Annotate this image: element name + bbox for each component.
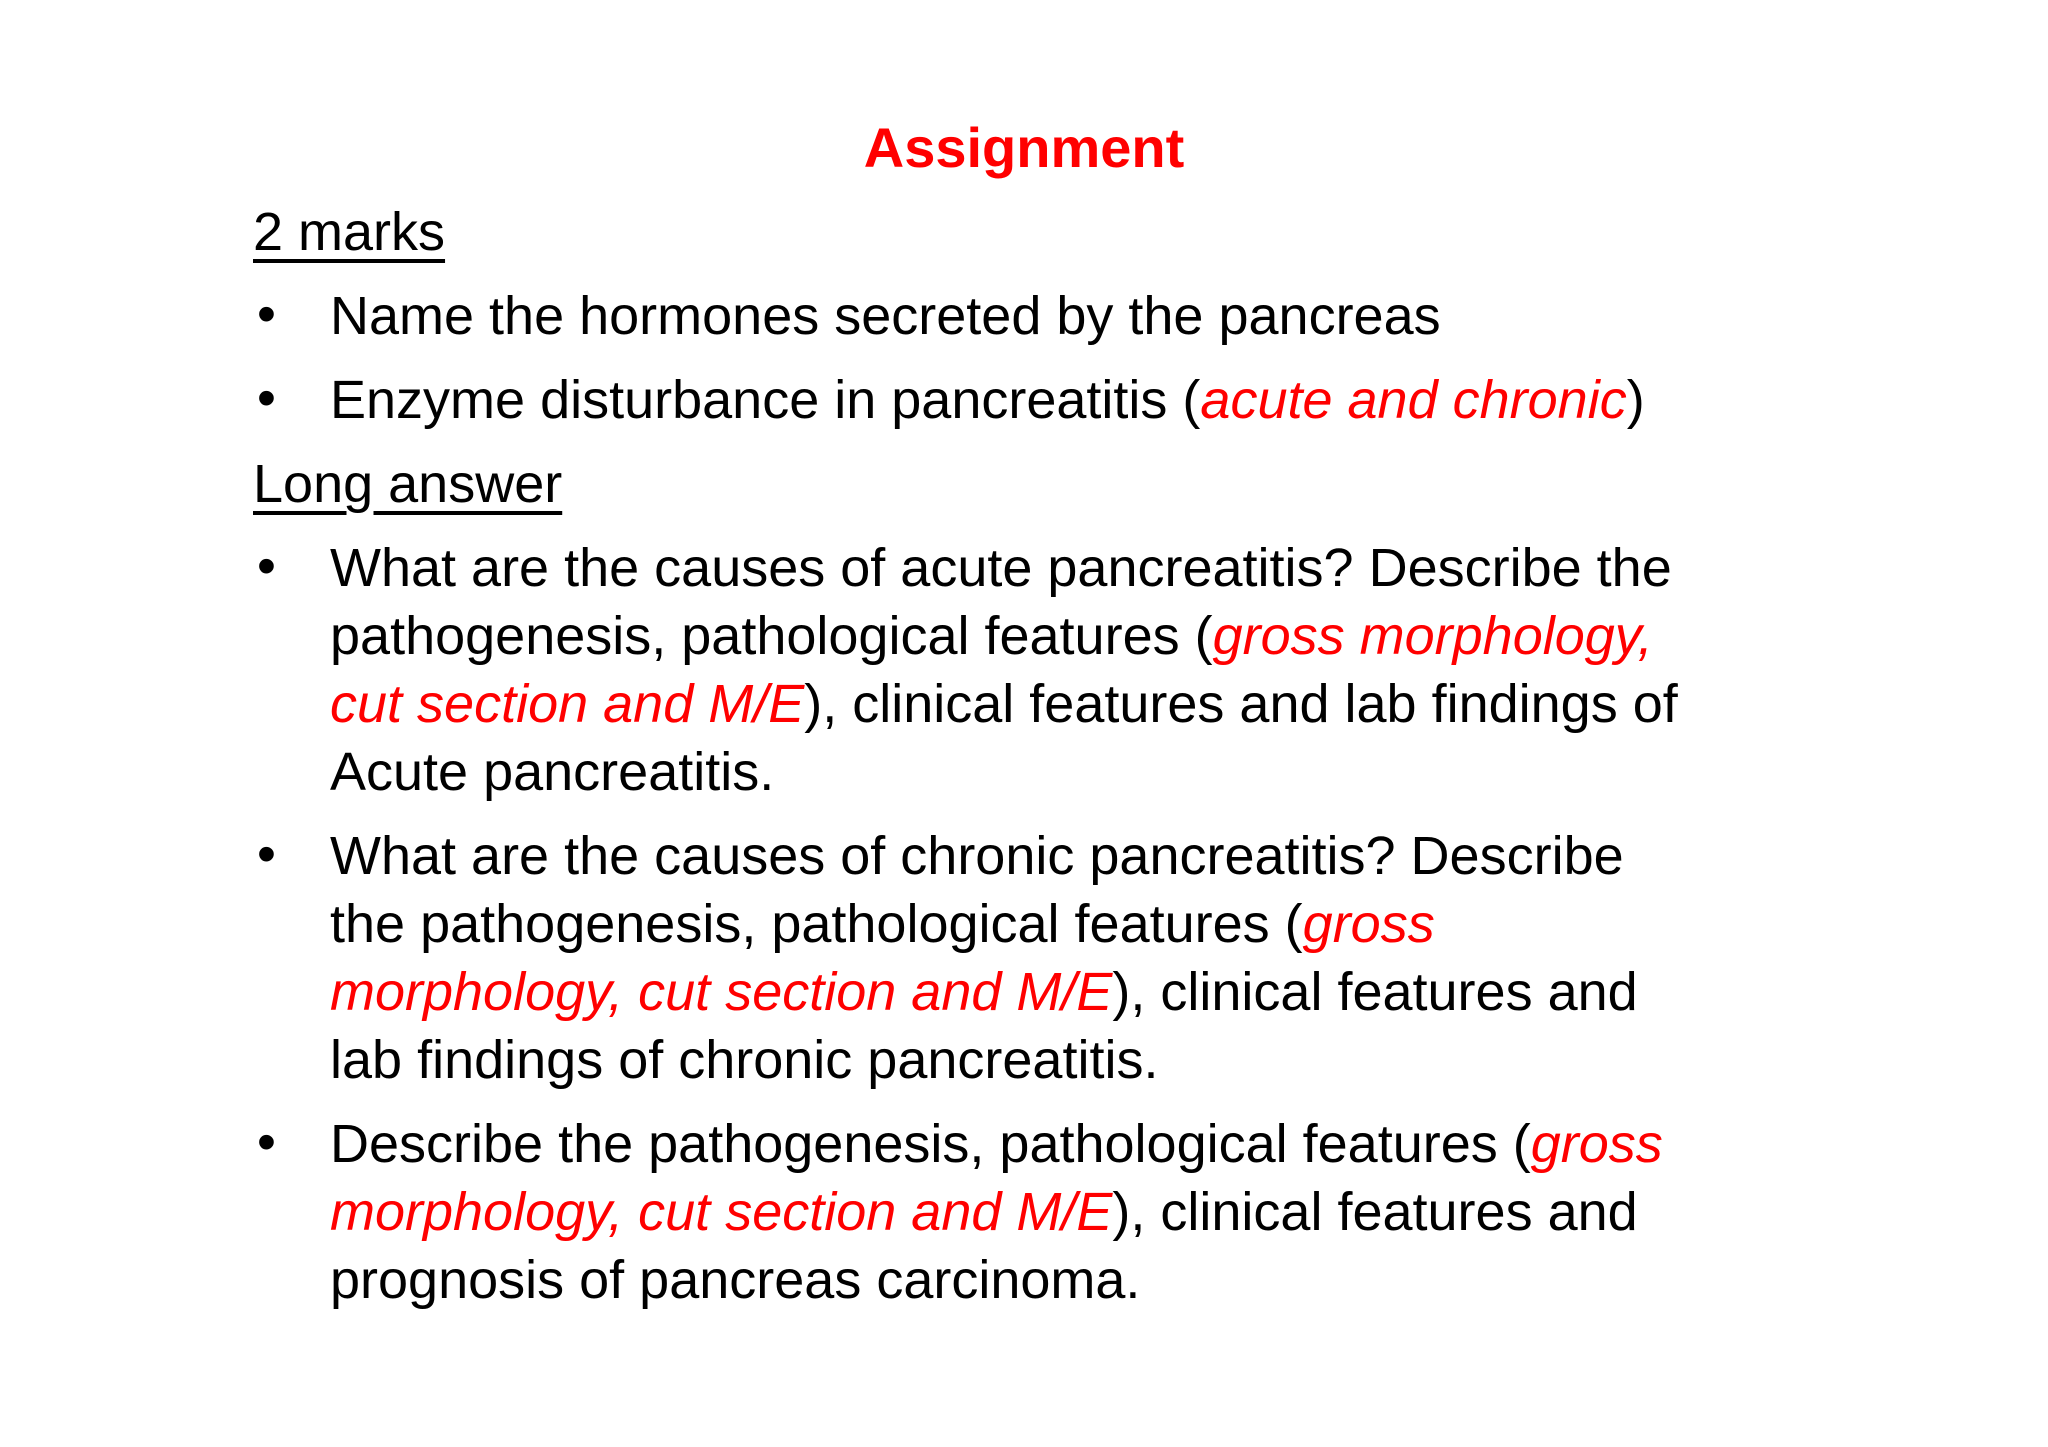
emphasis-text: cut section and M/E [330, 674, 805, 734]
body-text: ), clinical features and [1112, 962, 1638, 1022]
text-line [253, 450, 1813, 518]
emphasis-text: gross [1530, 1114, 1663, 1174]
body-text: pathogenesis, pathological features ( [330, 606, 1213, 666]
body-text: ) [1626, 370, 1645, 430]
slide-body [253, 198, 1813, 1330]
text-line [330, 1246, 1813, 1314]
text-line [330, 282, 1813, 350]
body-text: 2 marks [253, 202, 446, 262]
text-line [330, 1026, 1813, 1094]
bullet-icon: • [257, 368, 276, 428]
body-text: ), clinical features and [1112, 1182, 1638, 1242]
text-line [330, 534, 1813, 602]
bullet-icon: • [257, 536, 276, 596]
emphasis-text: acute and chronic [1200, 370, 1627, 430]
body-text: Name the hormones secreted by the pancreas [330, 286, 1441, 346]
emphasis-text: morphology, cut section and M/E [330, 962, 1113, 1022]
bullet-icon: • [257, 824, 276, 884]
text-line [330, 602, 1813, 670]
text-line [330, 822, 1813, 890]
body-text: Long answer [253, 454, 563, 514]
body-text: the pathogenesis, pathological features ( [330, 894, 1303, 954]
body-text: What are the causes of acute pancreatitis? Describe the [330, 538, 1672, 598]
emphasis-text: gross [1302, 894, 1435, 954]
text-line [330, 366, 1813, 434]
body-text: What are the causes of chronic pancreatitis? Describe [330, 826, 1624, 886]
body-text: ), clinical features and lab findings of [804, 674, 1678, 734]
text-line [330, 1110, 1813, 1178]
text-line [330, 958, 1813, 1026]
body-text: prognosis of pancreas carcinoma. [330, 1250, 1141, 1310]
text-line [330, 1178, 1813, 1246]
text-line [330, 738, 1813, 806]
text-line [330, 670, 1813, 738]
bullet-item [253, 534, 1813, 806]
bullet-item [253, 282, 1813, 350]
text-line [253, 198, 1813, 266]
section-heading [253, 198, 1813, 266]
body-text: Enzyme disturbance in pancreatitis ( [330, 370, 1201, 430]
body-text: Describe the pathogenesis, pathological features ( [330, 1114, 1531, 1174]
bullet-item [253, 822, 1813, 1094]
bullet-item [253, 366, 1813, 434]
section-heading [253, 450, 1813, 518]
bullet-item [253, 1110, 1813, 1314]
bullet-icon: • [257, 1112, 276, 1172]
bullet-icon: • [257, 284, 276, 344]
emphasis-text: morphology, cut section and M/E [330, 1182, 1113, 1242]
body-text: lab findings of chronic pancreatitis. [330, 1030, 1159, 1090]
body-text: Acute pancreatitis. [330, 742, 775, 802]
slide-title: Assignment [863, 116, 1185, 179]
emphasis-text: gross morphology, [1212, 606, 1653, 666]
text-line [330, 890, 1813, 958]
